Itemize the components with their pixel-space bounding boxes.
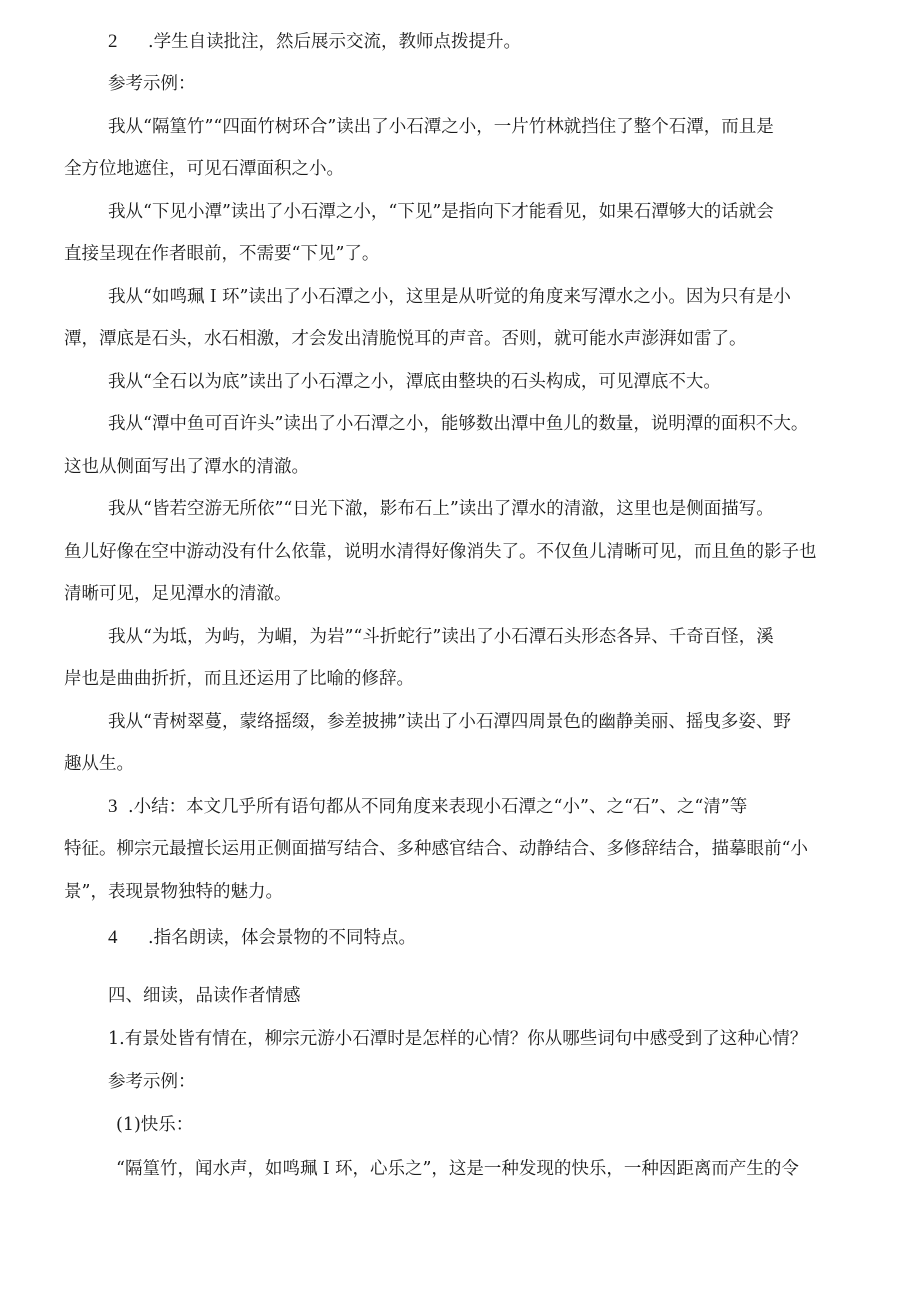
step-4-line bbox=[108, 927, 416, 949]
paragraph-line: 特征。柳宗元最擅长运用正侧面描写结合、多种感官结合、动静结合、多修辞结合，描摹眼前“小 bbox=[64, 839, 808, 859]
paragraph-line: 岸也是曲曲折折，而且还运用了比喻的修辞。 bbox=[64, 669, 414, 689]
paragraph-line: 这也从侧面写出了潭水的清澈。 bbox=[64, 457, 309, 477]
paragraph-line: 趣从生。 bbox=[64, 754, 134, 774]
paragraph-line: “隔篁竹，闻水声，如鸣珮Ｉ环，心乐之”，这是一种发现的快乐，一种因距离而产生的令 bbox=[116, 1159, 799, 1179]
subheading-happiness: (1)快乐： bbox=[116, 1115, 194, 1135]
paragraph-line: 我从“如鸣珮Ｉ环”读出了小石潭之小，这里是从听觉的角度来写潭水之小。因为只有是小 bbox=[108, 287, 791, 307]
paragraph-line: 我从“隔篁竹”“四面竹树环合”读出了小石潭之小，一片竹林就挡住了整个石潭，而且是 bbox=[108, 117, 774, 137]
step-2-line bbox=[108, 31, 521, 53]
section-heading: 四、细读，品读作者情感 bbox=[108, 986, 301, 1006]
paragraph-line: 我从“青树翠蔓，蒙络摇缀，参差披拂”读出了小石潭四周景色的幽静美丽、摇曳多姿、野 bbox=[108, 712, 791, 732]
example-heading: 参考示例： bbox=[108, 74, 196, 94]
step-text: .学生自读批注，然后展示交流，教师点拨提升。 bbox=[148, 32, 522, 52]
example-heading: 参考示例： bbox=[108, 1072, 196, 1092]
paragraph-line: 景”，表现景物独特的魅力。 bbox=[64, 882, 283, 902]
step-number: 4 bbox=[108, 927, 118, 948]
step-number: 3 bbox=[108, 796, 118, 817]
step-3-line bbox=[108, 796, 747, 818]
paragraph-line: 我从“潭中鱼可百许头”读出了小石潭之小，能够数出潭中鱼儿的数量，说明潭的面积不大。 bbox=[108, 414, 809, 434]
paragraph-line: 我从“皆若空游无所依”“日光下澈，影布石上”读出了潭水的清澈，这里也是侧面描写。 bbox=[108, 499, 774, 519]
paragraph-line: 我从“为坻，为屿，为嵋，为岩”“斗折蛇行”读出了小石潭石头形态各异、千奇百怪，溪 bbox=[108, 627, 774, 647]
paragraph-line: 我从“下见小潭”读出了小石潭之小，“下见”是指向下才能看见，如果石潭够大的话就会 bbox=[108, 202, 774, 222]
paragraph-line: 潭，潭底是石头，水石相激，才会发出清脆悦耳的声音。否则，就可能水声澎湃如雷了。 bbox=[64, 329, 747, 349]
paragraph-line: 我从“全石以为底”读出了小石潭之小，潭底由整块的石头构成，可见潭底不大。 bbox=[108, 372, 721, 392]
paragraph-line: 清晰可见，足见潭水的清澈。 bbox=[64, 584, 292, 604]
step-text: .小结：本文几乎所有语句都从不同角度来表现小石潭之“小”、之“石”、之“清”等 bbox=[128, 797, 748, 817]
step-number: 2 bbox=[108, 31, 118, 52]
step-text: .指名朗读，体会景物的不同特点。 bbox=[148, 928, 417, 948]
paragraph-line: 全方位地遮住，可见石潭面积之小。 bbox=[64, 159, 344, 179]
question-line: 1.有景处皆有情在，柳宗元游小石潭时是怎样的心情？你从哪些词句中感受到了这种心情？ bbox=[108, 1029, 808, 1049]
paragraph-line: 直接呈现在作者眼前，不需要“下见”了。 bbox=[64, 244, 380, 264]
paragraph-line: 鱼儿好像在空中游动没有什么依靠，说明水清得好像消失了。不仅鱼儿清晰可见，而且鱼的影子也 bbox=[64, 542, 817, 562]
